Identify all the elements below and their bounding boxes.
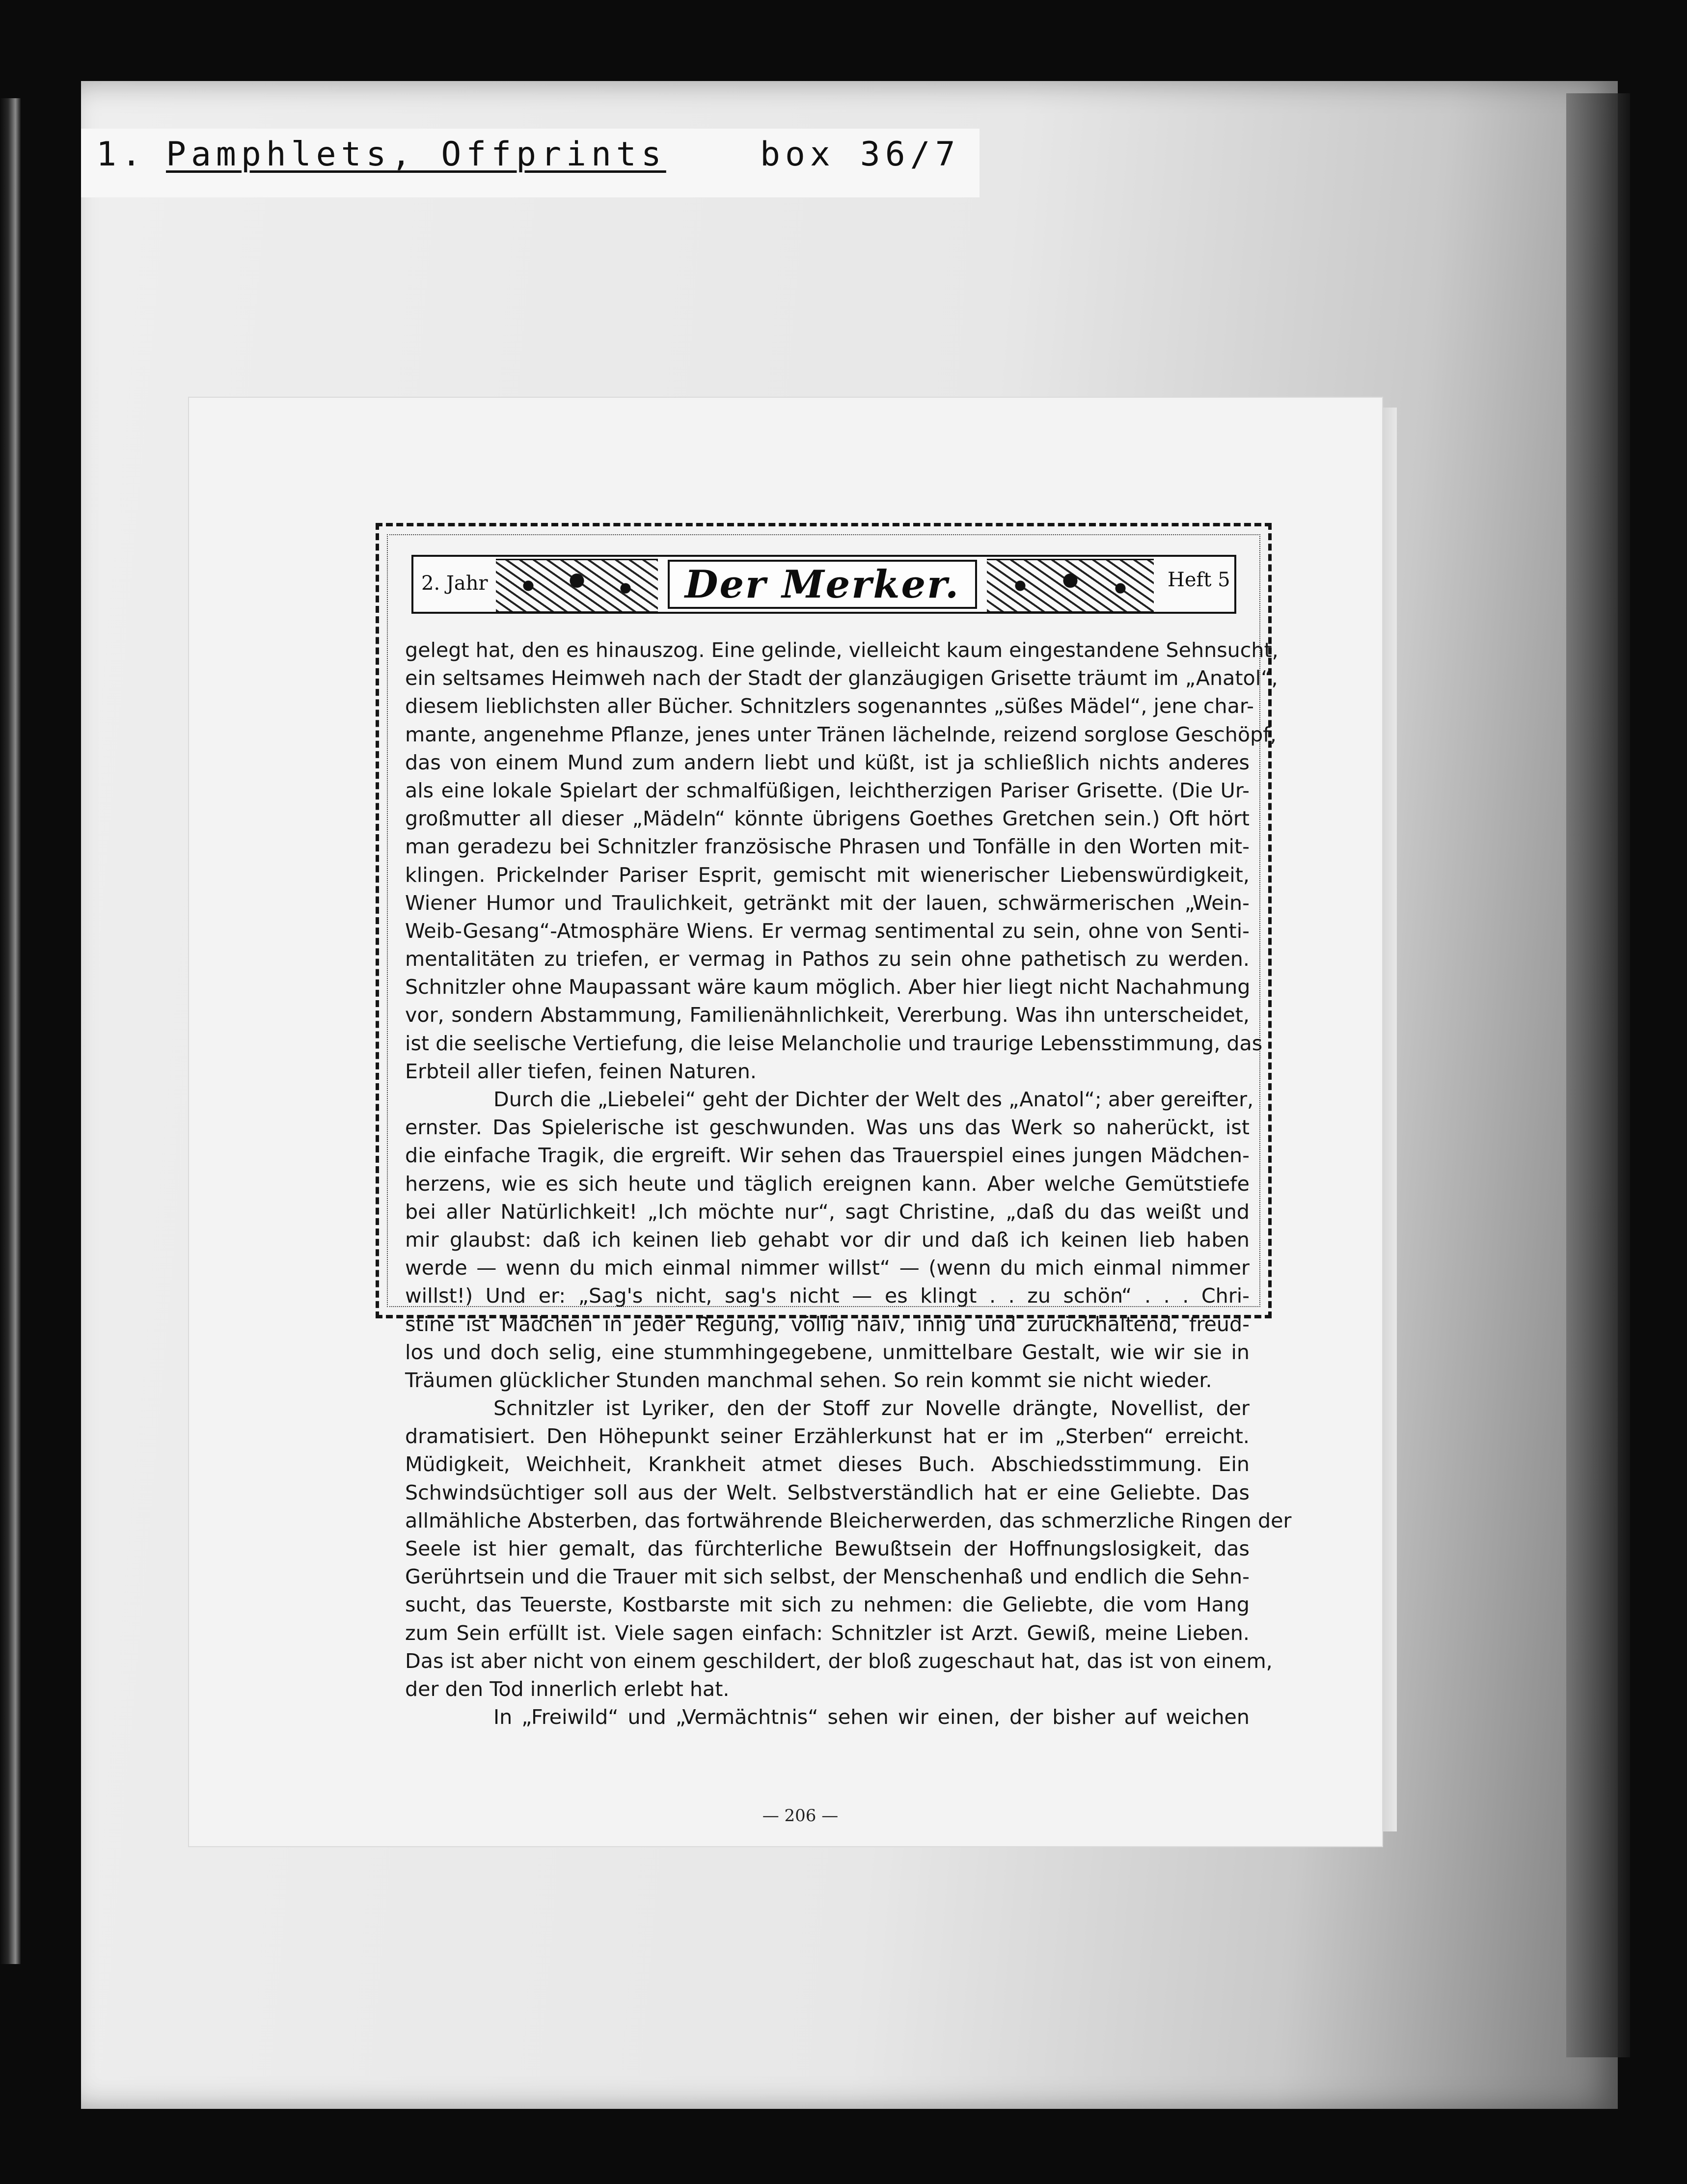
text-line: stine ist Mädchen in jeder Regung, völlig naiv, innig und zurückhaltend, freud- xyxy=(405,1312,1250,1336)
text-line: allmähliche Absterben, das fortwährende Bleicherwerden, das schmerzliche Ringen der xyxy=(405,1508,1292,1532)
text-line: mir glaubst: daß ich keinen lieb gehabt vor dir und daß ich keinen lieb haben xyxy=(405,1228,1250,1252)
text-line: ernster. Das Spielerische ist geschwunden. Was uns das Werk so naherückt, ist xyxy=(405,1116,1250,1140)
text-line: Schnitzler ohne Maupassant wäre kaum möglich. Aber hier liegt nicht Nachahmung xyxy=(405,975,1251,999)
text-line: als eine lokale Spielart der schmalfüßigen, leichtherzigen Pariser Grisette. (Die Ur- xyxy=(405,778,1250,802)
floral-ornament-icon xyxy=(496,559,658,613)
text-line: Träumen glücklicher Stunden manchmal sehen. So rein kommt sie nicht wieder. xyxy=(405,1368,1212,1392)
masthead-title: Der Merker. xyxy=(684,562,960,607)
mount-shadow-edge xyxy=(1566,93,1630,2057)
text-line: dramatisiert. Den Höhepunkt seiner Erzählerkunst hat er im „Sterben“ erreicht. xyxy=(405,1424,1250,1448)
floral-ornament-icon xyxy=(987,559,1154,613)
text-line: klingen. Prickelnder Pariser Esprit, gemischt mit wienerischer Liebenswürdigkeit, xyxy=(405,863,1250,887)
text-line: sucht, das Teuerste, Kostbarste mit sich zu nehmen: die Geliebte, die vom Hang xyxy=(405,1593,1250,1617)
text-line: Durch die „Liebelei“ geht der Dichter der Welt des „Anatol“; aber gereifter, xyxy=(493,1088,1254,1111)
adjacent-frame-edge xyxy=(0,98,21,1964)
label-number: 1. xyxy=(96,135,146,174)
text-line: zum Sein erfüllt ist. Viele sagen einfach: Schnitzler ist Arzt. Gewiß, meine Lieben. xyxy=(405,1621,1250,1645)
page-number: — 206 — xyxy=(762,1806,839,1826)
article-body xyxy=(405,636,1292,1731)
text-line: Müdigkeit, Weichheit, Krankheit atmet dieses Buch. Abschiedsstimmung. Ein xyxy=(405,1452,1250,1476)
text-line: werde — wenn du mich einmal nimmer willst“ — (wenn du mich einmal nimmer xyxy=(405,1256,1250,1280)
text-line: willst!) Und er: „Sag's nicht, sag's nicht — es klingt . . zu schön“ . . . Chri- xyxy=(405,1284,1250,1308)
text-line: mentalitäten zu triefen, er vermag in Pathos zu sein ohne pathetisch zu werden. xyxy=(405,947,1250,971)
text-line: bei aller Natürlichkeit! „Ich möchte nur“, sagt Christine, „daß du das weißt und xyxy=(405,1200,1250,1224)
text-line: Weib-Gesang“-Atmosphäre Wiens. Er vermag sentimental zu sein, ohne von Senti- xyxy=(405,919,1250,943)
text-line: Das ist aber nicht von einem geschildert, der bloß zugeschaut hat, das ist von einem, xyxy=(405,1649,1273,1673)
text-line: Seele ist hier gemalt, das fürchterliche Bewußtsein der Hoffnungslosigkeit, das xyxy=(405,1537,1250,1560)
masthead-issue: Heft 5 xyxy=(1168,569,1230,591)
text-line: man geradezu bei Schnitzler französische Phrasen und Tonfälle in den Worten mit- xyxy=(405,835,1250,859)
text-line: großmutter all dieser „Mädeln“ könnte übrigens Goethes Gretchen sein.) Oft hört xyxy=(405,807,1250,831)
text-line: herzens, wie es sich heute und täglich ereignen kann. Aber welche Gemütstiefe xyxy=(405,1172,1250,1196)
text-line: Wiener Humor und Traulichkeit, getränkt mit der lauen, schwärmerischen „Wein- xyxy=(405,891,1250,915)
text-line: vor, sondern Abstammung, Familienähnlichkeit, Vererbung. Was ihn unterscheidet, xyxy=(405,1003,1250,1027)
text-line: gelegt hat, den es hinauszog. Eine gelinde, vielleicht kaum eingestandene Sehnsucht, xyxy=(405,638,1279,662)
masthead-title-box xyxy=(668,560,977,609)
text-line: das von einem Mund zum andern liebt und küßt, ist ja schließlich nichts anderes xyxy=(405,750,1250,774)
text-line: ist die seelische Vertiefung, die leise Melancholie und traurige Lebensstimmung, das xyxy=(405,1031,1263,1055)
text-line: mante, angenehme Pflanze, jenes unter Tränen lächelnde, reizend sorglose Geschöpf, xyxy=(405,722,1277,746)
text-line: Schnitzler ist Lyriker, den der Stoff zur Novelle drängte, Novellist, der xyxy=(493,1396,1250,1420)
masthead-year: 2. Jahr xyxy=(421,572,488,595)
text-line: ein seltsames Heimweh nach der Stadt der glanzäugigen Grisette träumt im „Anatol“, xyxy=(405,666,1278,690)
text-line: los und doch selig, eine stummhingegebene, unmittelbare Gestalt, wie wir sie in xyxy=(405,1340,1250,1364)
label-box-number: box 36/7 xyxy=(760,135,960,174)
text-line: Erbteil aller tiefen, feinen Naturen. xyxy=(405,1059,757,1083)
text-line: der den Tod innerlich erlebt hat. xyxy=(405,1677,730,1701)
text-line: Schwindsüchtiger soll aus der Welt. Selbstverständlich hat er eine Geliebte. Das xyxy=(405,1480,1250,1504)
text-line: In „Freiwild“ und „Vermächtnis“ sehen wir einen, der bisher auf weichen xyxy=(493,1705,1250,1729)
text-line: diesem lieblichsten aller Bücher. Schnitzlers sogenanntes „süßes Mädel“, jene char- xyxy=(405,694,1254,718)
text-line: die einfache Tragik, die ergreift. Wir sehen das Trauerspiel eines jungen Mädchen- xyxy=(405,1144,1250,1168)
text-line: Gerührtsein und die Trauer mit sich selbst, der Menschenhaß und endlich die Sehn- xyxy=(405,1565,1250,1589)
label-title: Pamphlets, Offprints xyxy=(166,135,666,174)
